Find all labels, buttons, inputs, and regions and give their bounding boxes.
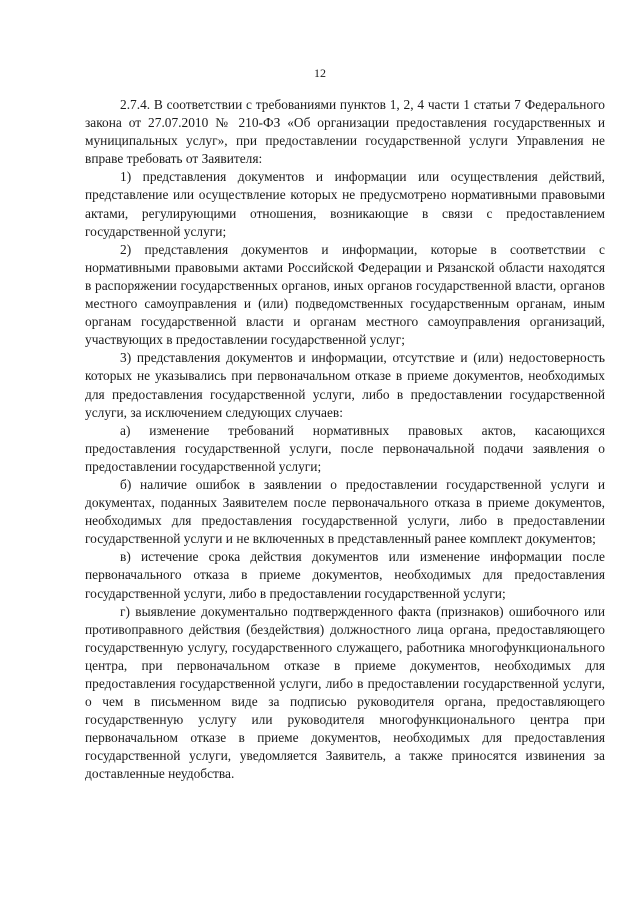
list-item-3: 3) представления документов и информации, отсутствие и (или) недостоверность которых не указывались при первоначальном отказе в приеме документов, необходимых для предоставления государственной услуги, либо в предоставлении государственной услуги, за исключением следующих случаев: (85, 350, 605, 420)
list-item-2: 2) представления документов и информации, которые в соответствии с нормативными правовыми актами Российской Федерации и Рязанской области находятся в распоряжении государственных органов, иных органов государственной власти, органов местного самоуправления и (или) подведомственных государственным органам, иным органам государственной власти и органам местного самоуправления организаций, участвующих в предоставлении государственной услуг; (85, 241, 605, 348)
sub-item-b: б) наличие ошибок в заявлении о предоставлении государственной услуги и документах, поданных Заявителем после первоначального отказа в приеме документов, необходимых для предоставления государственной услуги, либо в предоставлении государственной услуги и не включенных в представленный ранее комплект документов; (85, 476, 605, 547)
sub-item-g: г) выявление документально подтвержденного факта (признаков) ошибочного или противоправного действия (бездействия) должностного лица органа, предоставляющего государственную услугу, государственного служащего, работника многофункционального центра, при первоначальном отказе в приеме документов, необходимых для предоставления государственной услуги, либо в предоставлении государственной услуги, о чем в письменном виде за подписью руководителя органа, предоставляющего государственную услугу или руководителя многофункционального центра при первоначальном отказе в приеме документов, необходимых для предоставления государственной услуги, уведомляется Заявитель, а также приносятся извинения за доставленные неудобства. (85, 603, 605, 782)
sub-item-a: а) изменение требований нормативных правовых актов, касающихся предоставления государственной услуги, после первоначальной подачи заявления о предоставлении государственной услуги; (85, 422, 605, 474)
page-number: 12 (314, 66, 326, 80)
document-body (85, 96, 605, 784)
sub-item-v: в) истечение срока действия документов или изменение информации после первоначального отказа в приеме документов, необходимых для предоставления государственной услуги, либо в предоставлении государственной услуги; (85, 549, 605, 601)
paragraph-2-7-4: 2.7.4. В соответствии с требованиями пунктов 1, 2, 4 части 1 статьи 7 Федерального закона от 27.07.2010 № 210-ФЗ «Об организации предоставления государственных и муниципальных услуг», при предоставлении государственной услуги Управления не вправе требовать от Заявителя: (85, 97, 605, 167)
list-item-1: 1) представления документов и информации или осуществления действий, представление или осуществление которых не предусмотрено нормативными правовыми актами, регулирующими отношения, возникающие в связи с предоставлением государственной услуги; (85, 169, 605, 239)
